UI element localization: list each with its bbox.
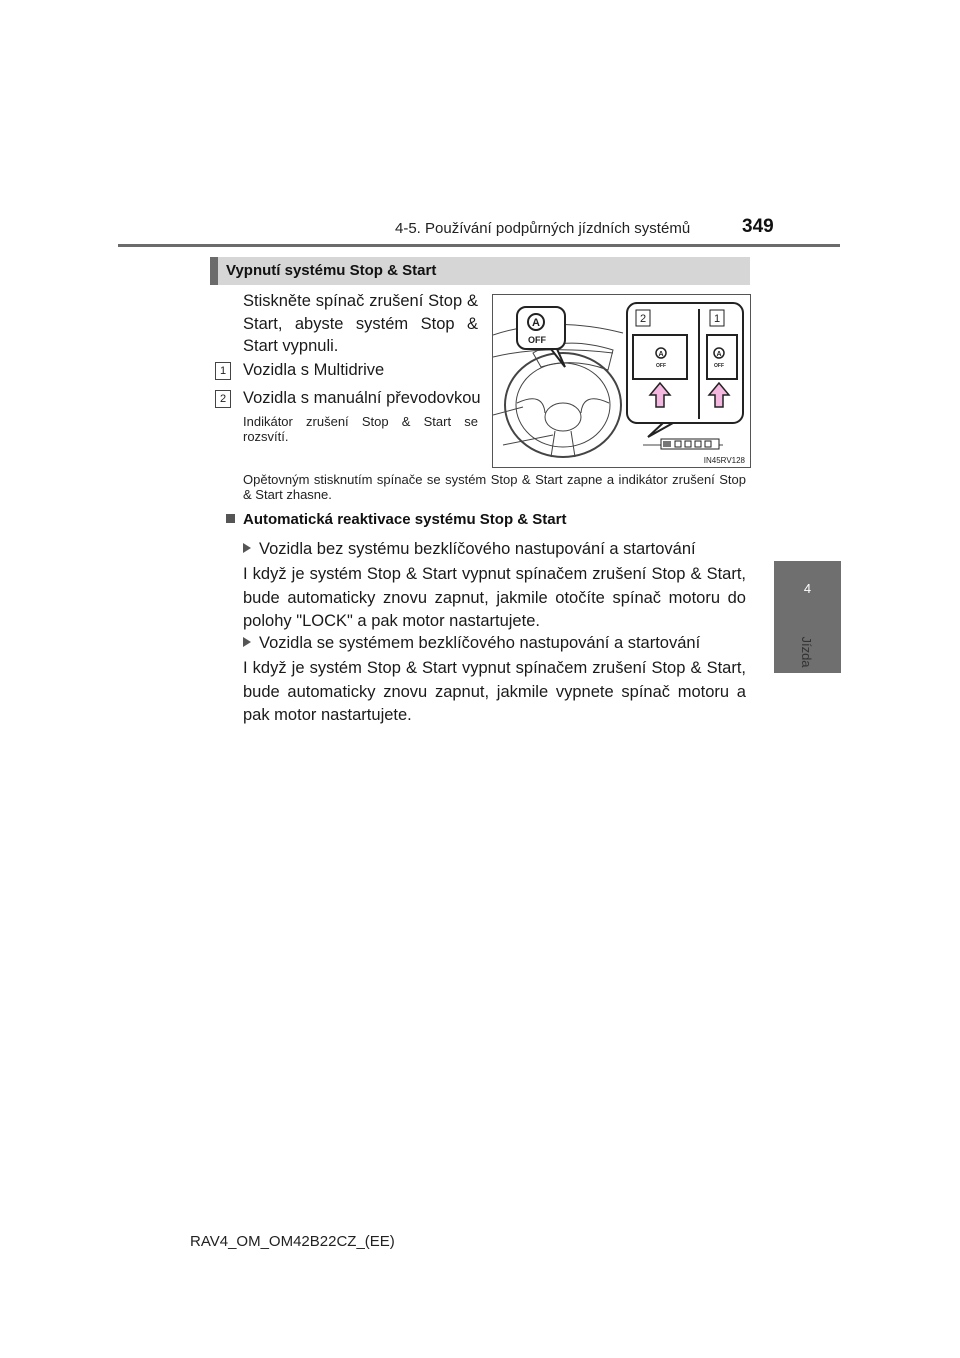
square-bullet-icon [226,514,235,523]
repeat-note: Opětovným stisknutím spínače se systém Stop & Start zapne a indikátor zrušení Stop & Start zhasne. [243,472,746,502]
svg-text:OFF: OFF [714,363,724,369]
dashboard-illustration [493,295,750,467]
callout-1: 1 [713,313,721,325]
item-label: Vozidla s Multidrive [243,361,385,379]
case-text: I když je systém Stop & Start vypnut spínačem zrušení Stop & Start, bude automaticky znovu zapnut, jakmile vypnete spínač motoru a pak motor nastartujete. [243,659,746,724]
intro-text: Stiskněte spínač zrušení Stop & Start, abyste systém Stop & Start vypnuli. [243,292,478,355]
svg-text:A: A [716,351,722,358]
item-label: Vozidla s manuální převodovkou [243,389,481,407]
section-heading-text: Vypnutí systému Stop & Start [226,262,437,279]
section-heading [210,257,750,285]
svg-text:A: A [658,351,664,358]
item-number-badge: 2 [215,390,231,408]
a-symbol: A [532,317,540,329]
triangle-bullet-icon [243,637,251,647]
list-item [215,359,485,382]
case-heading: Vozidla bez systému bezklíčového nastupování a startování [243,538,696,561]
heading-accent-bar [210,257,218,285]
list-item [215,387,485,410]
page-number: 349 [742,216,774,237]
chapter-label: Jízda [799,636,815,668]
off-label: OFF [528,335,546,345]
illustration-frame [492,294,751,468]
callout-2: 2 [639,313,647,325]
header-rule [118,244,840,247]
item-number-badge: 1 [215,362,231,380]
illustration-code: IN45RV128 [703,456,745,465]
header-section-title: 4-5. Používání podpůrných jízdních systémů [395,220,691,237]
chapter-number: 4 [803,581,812,596]
case-text: I když je systém Stop & Start vypnut spínačem zrušení Stop & Start, bude automaticky znovu zapnut, jakmile otočíte spínač motoru do polohy "LOCK" a pak motor nastartujete. [243,565,746,630]
triangle-bullet-icon [243,543,251,553]
case-heading: Vozidla se systémem bezklíčového nastupování a startování [243,632,700,655]
document-code-footer: RAV4_OM_OM42B22CZ_(EE) [190,1233,395,1250]
indicator-note: Indikátor zrušení Stop & Start se rozsvítí. [243,414,478,444]
subsection-title: Automatická reaktivace systému Stop & Start [226,511,566,528]
svg-text:OFF: OFF [656,363,666,369]
